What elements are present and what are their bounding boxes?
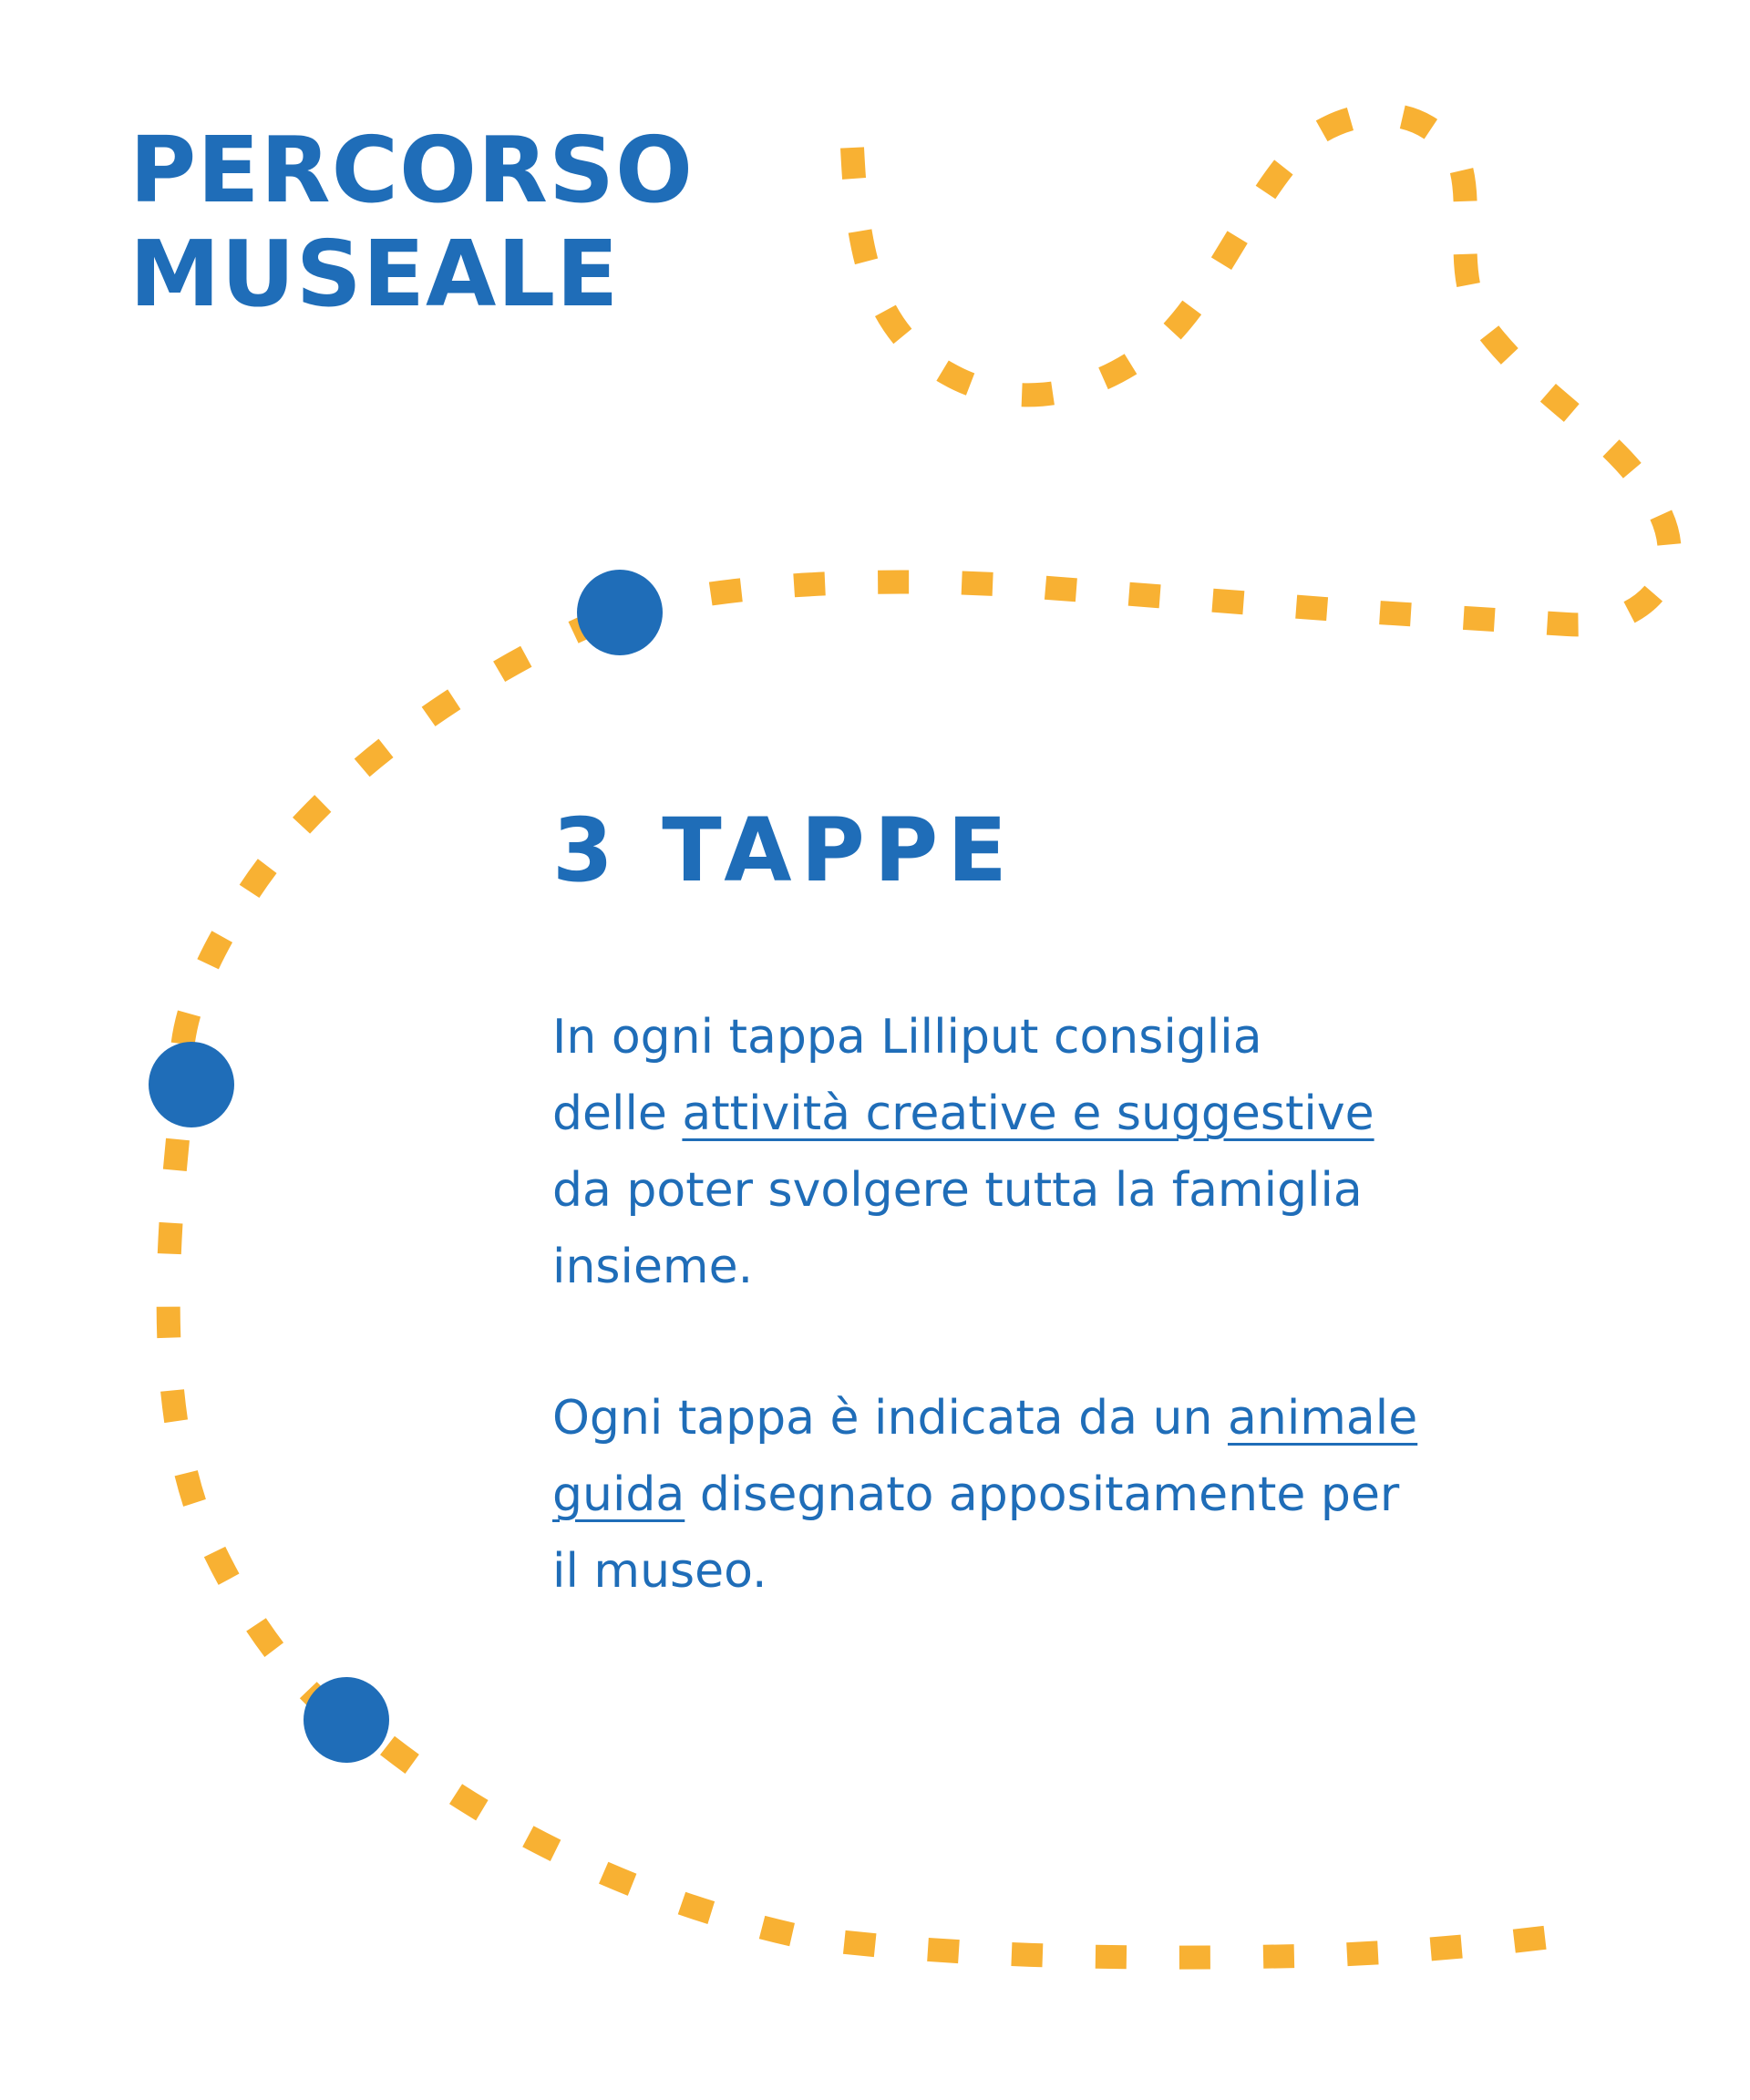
animal-guide-link-part-1[interactable]: animale — [1228, 1391, 1418, 1446]
p2-line-2-suffix: disegnato appositamente per — [685, 1467, 1400, 1522]
p1-line-3: da poter svolgere tutta la famiglia — [552, 1163, 1363, 1218]
dashed-path-left — [181, 620, 602, 1080]
dashed-path-lower-left — [169, 1139, 333, 1714]
animal-guide-link-part-2[interactable]: guida — [552, 1467, 685, 1522]
title-line-2: MUSEALE — [129, 221, 620, 327]
section-title: 3 TAPPE — [552, 799, 1016, 901]
description-paragraph-1 — [552, 999, 1573, 1305]
activities-link[interactable]: attività creative e suggestive — [682, 1086, 1374, 1141]
dashed-path-bottom — [387, 1745, 1559, 1958]
page-title — [129, 118, 694, 326]
stop-marker-1 — [577, 570, 663, 655]
p2-line-3: il museo. — [552, 1544, 767, 1599]
p2-line-1-prefix: Ogni tappa è indicata da un — [552, 1391, 1228, 1446]
stop-marker-3 — [304, 1677, 389, 1763]
title-line-1: PERCORSO — [129, 117, 695, 223]
p1-line-2-prefix: delle — [552, 1086, 683, 1141]
stop-marker-2 — [149, 1042, 234, 1127]
p1-line-4: insieme. — [552, 1240, 754, 1294]
p1-line-1: In ogni tappa Lilliput consiglia — [552, 1010, 1262, 1065]
description-paragraph-2 — [552, 1380, 1573, 1610]
dashed-path-upper — [638, 115, 1670, 625]
